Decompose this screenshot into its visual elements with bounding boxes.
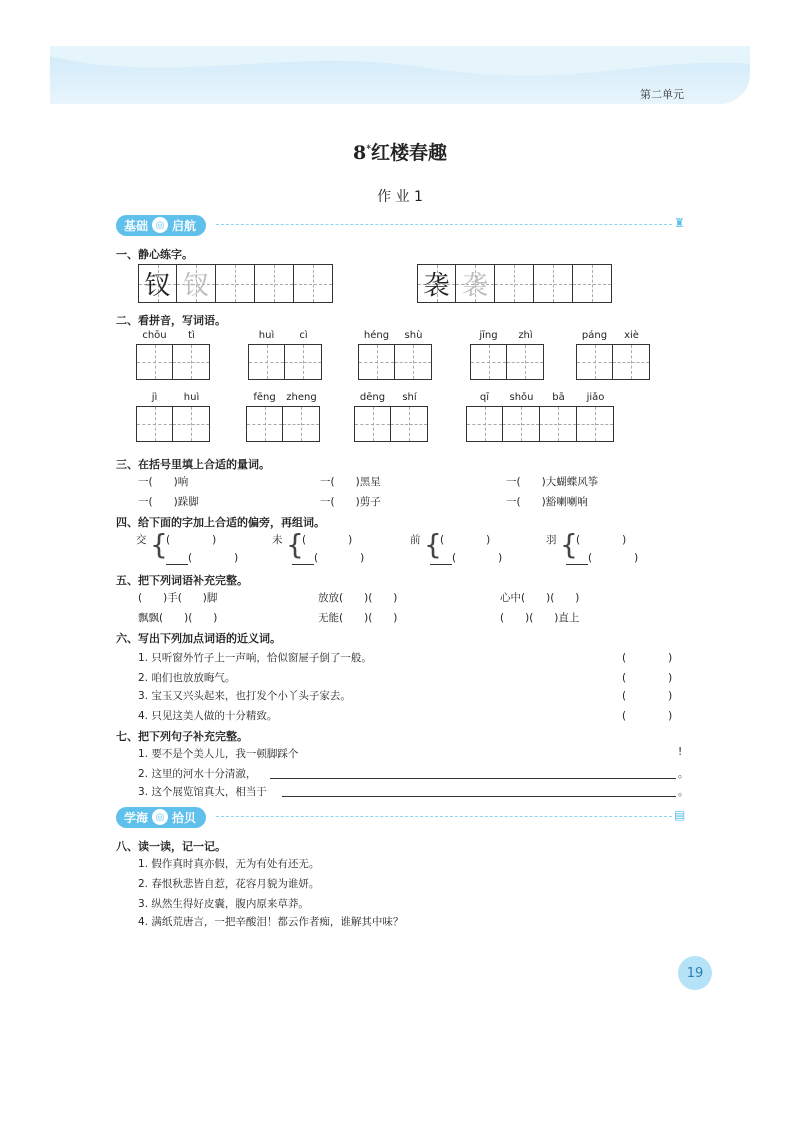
pinyin-block[interactable] — [354, 392, 428, 442]
synonym-sentence: 1. 只听窗外竹子上一声响，恰似窗屉子倒了一般。 — [138, 652, 372, 664]
pinyin: zhì — [518, 330, 533, 341]
answer-line[interactable] — [282, 796, 676, 797]
radical-char: 未 — [272, 534, 283, 546]
banner-study — [116, 806, 686, 828]
idiom-item[interactable]: 无能( )( ) — [318, 612, 398, 624]
pinyin: tì — [188, 330, 195, 341]
measure-item[interactable]: 一( )黑星 — [320, 476, 381, 488]
poem-line: 1. 假作真时真亦假，无为有处有还无。 — [138, 858, 320, 870]
pinyin: dēng — [359, 392, 386, 403]
synonym-sentence: 2. 咱们也放放晦气。 — [138, 672, 236, 684]
banner-dash — [216, 224, 672, 225]
pinyin: jiǎo — [586, 392, 605, 403]
idiom-item[interactable]: 心中( )( ) — [500, 592, 580, 604]
synonym-sentence: 4. 只见这美人做的十分精致。 — [138, 710, 278, 722]
banner-right-text: 启航 — [172, 218, 197, 233]
pinyin: jīng — [479, 330, 498, 341]
banner-left-text: 学海 — [124, 810, 149, 825]
section-8-heading: 八、读一读，记一记。 — [116, 840, 226, 853]
poem-line: 2. 春恨秋悲皆自惹，花容月貌为谁妍。 — [138, 878, 320, 890]
sentence-end: 。 — [678, 768, 689, 780]
measure-item[interactable]: 一( )大蝴蝶风筝 — [506, 476, 599, 488]
pinyin: páng — [581, 330, 608, 341]
radical-item[interactable]: 前 { ( ) ( ) — [410, 528, 503, 564]
complete-sentence: 1. 要不是个美人儿，我一顿脚踩个 — [138, 748, 299, 760]
pinyin: zheng — [286, 392, 317, 403]
shell-icon: ◎ — [152, 809, 168, 825]
pinyin: xiè — [624, 330, 639, 341]
pinyin-block[interactable] — [358, 330, 432, 380]
section-7-heading: 七、把下列句子补充完整。 — [116, 730, 248, 743]
pinyin: fēng — [253, 392, 276, 403]
pinyin: huì — [258, 330, 275, 341]
banner-dash — [216, 816, 672, 817]
synonym-answer[interactable]: ( ) — [622, 690, 673, 702]
radical-item[interactable]: 羽 { ( ) ( ) — [546, 528, 639, 564]
radical-item[interactable]: 交 { ( ) ( ) — [136, 528, 239, 564]
pinyin-block[interactable] — [576, 330, 650, 380]
section-4-heading: 四、给下面的字加上合适的偏旁，再组词。 — [116, 516, 325, 529]
radical-char: 交 — [136, 534, 147, 546]
poem-line: 3. 纵然生得好皮囊，腹内原来草莽。 — [138, 898, 309, 910]
pinyin-block[interactable] — [246, 392, 320, 442]
pinyin: qī — [479, 392, 490, 403]
complete-sentence: 2. 这里的河水十分清澈， — [138, 768, 257, 780]
practice-char: 钗 — [144, 271, 171, 301]
lesson-number: 8 — [353, 142, 367, 164]
synonym-answer[interactable]: ( ) — [622, 672, 673, 684]
idiom-item[interactable]: ( )( )直上 — [500, 612, 580, 624]
lesson-name: 红楼春趣 — [370, 142, 447, 164]
unit-label: 第二单元 — [640, 88, 684, 101]
banner-pill — [116, 807, 206, 828]
measure-item[interactable]: 一( )响 — [138, 476, 189, 488]
compass-icon: ◎ — [152, 217, 168, 233]
measure-item[interactable]: 一( )豁喇喇响 — [506, 496, 588, 508]
trace-char: 钗 — [182, 271, 209, 301]
lighthouse-icon: ♜ — [674, 216, 685, 230]
synonym-answer[interactable]: ( ) — [622, 710, 673, 722]
pinyin-block[interactable] — [248, 330, 322, 380]
banner-pill — [116, 215, 206, 236]
radical-item[interactable]: 未 { ( ) ( ) — [272, 528, 365, 564]
section-5-heading: 五、把下列词语补充完整。 — [116, 574, 248, 587]
measure-item[interactable]: 一( )剪子 — [320, 496, 381, 508]
pinyin: shí — [402, 392, 417, 403]
pinyin: chōu — [142, 330, 167, 341]
section-6-heading: 六、写出下列加点词语的近义词。 — [116, 632, 281, 645]
idiom-item[interactable]: 飘飘( )( ) — [138, 612, 218, 624]
radical-char: 羽 — [546, 534, 557, 546]
section-1-heading: 一、静心练字。 — [116, 248, 193, 261]
pinyin: héng — [363, 330, 390, 341]
homework-title: 作 业 1 — [377, 189, 423, 205]
synonym-answer[interactable]: ( ) — [622, 652, 673, 664]
poem-line: 4. 满纸荒唐言，一把辛酸泪！都云作者痴，谁解其中味？ — [138, 916, 404, 928]
pinyin-block[interactable] — [136, 392, 210, 442]
pinyin-block[interactable] — [466, 392, 614, 442]
practice-grid-2[interactable] — [417, 264, 612, 303]
measure-item[interactable]: 一( )跺脚 — [138, 496, 199, 508]
trace-char: 袭 — [461, 271, 488, 301]
page-number: 19 — [678, 956, 712, 990]
answer-line[interactable] — [270, 778, 676, 779]
pinyin: bā — [552, 392, 565, 403]
complete-sentence: 3. 这个展览馆真大，相当于 — [138, 786, 267, 798]
pinyin: shǒu — [509, 392, 534, 403]
section-3-heading: 三、在括号里填上合适的量词。 — [116, 458, 270, 471]
book-icon: ▤ — [674, 808, 686, 822]
pinyin: shù — [404, 330, 423, 341]
idiom-item[interactable]: 放放( )( ) — [318, 592, 398, 604]
lesson-title — [0, 138, 800, 165]
sentence-end: 。 — [678, 786, 689, 798]
pinyin: huì — [183, 392, 200, 403]
pinyin-block[interactable] — [136, 330, 210, 380]
banner-basic — [116, 214, 685, 236]
practice-char: 袭 — [423, 271, 450, 301]
banner-left-text: 基础 — [124, 218, 149, 233]
synonym-sentence: 3. 宝玉又兴头起来，也打发个小丫头子家去。 — [138, 690, 351, 702]
banner-right-text: 拾贝 — [172, 810, 197, 825]
practice-grid-1[interactable] — [138, 264, 333, 303]
section-2-heading: 二、看拼音，写词语。 — [116, 314, 226, 327]
sentence-end: ! — [678, 746, 683, 758]
idiom-item[interactable]: ( )手( )脚 — [138, 592, 218, 604]
pinyin: jì — [151, 392, 158, 403]
radical-char: 前 — [410, 534, 421, 546]
lesson-mark: * — [366, 144, 371, 155]
pinyin-block[interactable] — [470, 330, 544, 380]
pinyin: cì — [299, 330, 308, 341]
